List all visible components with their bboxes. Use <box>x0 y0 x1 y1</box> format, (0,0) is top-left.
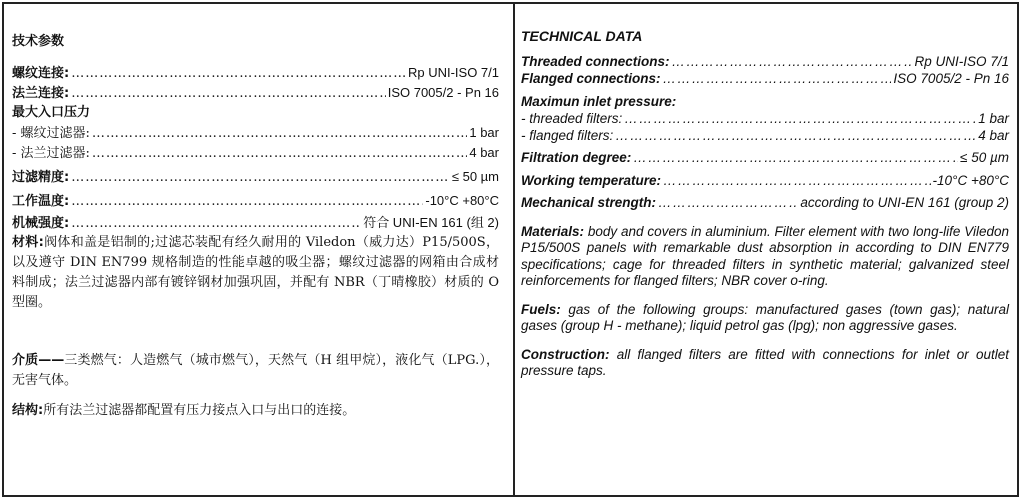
zh-media-label: 介质—— <box>12 353 65 368</box>
chinese-column <box>4 4 513 495</box>
en-temperature-value: -10°C +80°C <box>932 172 1009 188</box>
en-row-threaded-filters <box>521 111 1009 128</box>
en-materials-text: body and covers in aluminium. Filter element with two long-life Viledon P15/500S panels with remarkable dust absorption in according to DIN EN779 specifications; cage for threaded filters in synthetic material; galvanized steel reinforcements for flanged filters; NBR cover o-ring. <box>521 223 1009 288</box>
english-column <box>515 4 1019 495</box>
zh-flanged-label: 法兰连接: <box>12 86 70 101</box>
zh-threaded-filters-value: 1 bar <box>469 125 499 140</box>
zh-temperature-value: -10°C +80°C <box>425 193 499 208</box>
leader-dots <box>663 71 892 88</box>
zh-materials-paragraph <box>12 233 499 313</box>
leader-dots <box>663 173 931 190</box>
leader-dots <box>633 150 958 167</box>
en-construction-label: Construction: <box>521 346 610 362</box>
zh-threaded-value: Rp UNI-ISO 7/1 <box>407 65 499 80</box>
en-title: TECHNICAL DATA <box>521 28 643 44</box>
en-row-flanged <box>521 71 1009 88</box>
leader-dots <box>92 124 467 143</box>
zh-row-filtration <box>12 167 499 187</box>
en-fuels-paragraph <box>521 302 1009 335</box>
en-strength-label: Mechanical strength: <box>521 195 657 210</box>
zh-structure-label: 结构: <box>12 403 44 418</box>
en-temperature-label: Working temperature: <box>521 172 662 188</box>
zh-flanged-filters-value: 4 bar <box>469 145 499 160</box>
en-flanged-filters-label: - flanged filters: <box>521 127 614 143</box>
zh-row-strength <box>12 213 499 233</box>
zh-media-text: 三类燃气：人造燃气（城市燃气），天然气（H 组甲烷），液化气（LPG.），无害气体。 <box>12 353 499 388</box>
leader-dots <box>71 192 423 211</box>
en-row-temperature <box>521 173 1009 190</box>
zh-filtration-label: 过滤精度: <box>12 170 70 185</box>
spacer <box>12 313 499 351</box>
en-max-inlet-heading: Maximun inlet pressure: <box>521 94 677 109</box>
en-row-filtration <box>521 150 1009 167</box>
en-flanged-value: ISO 7005/2 - Pn 16 <box>893 70 1009 86</box>
leader-dots <box>624 111 976 128</box>
zh-structure-paragraph <box>12 401 499 421</box>
zh-materials-label: 材料: <box>12 235 44 250</box>
en-construction-text: all flanged filters are fitted with connections for inlet or outlet pressure taps. <box>521 346 1009 378</box>
en-filtration-label: Filtration degree: <box>521 150 632 165</box>
zh-row-flanged <box>12 83 499 103</box>
en-flanged-filters-value: 4 bar <box>978 127 1009 143</box>
en-materials-paragraph <box>521 224 1009 290</box>
en-threaded-filters-label: - threaded filters: <box>521 111 623 126</box>
zh-structure-text: 所有法兰过滤器都配置有压力接点入口与出口的连接。 <box>43 403 356 418</box>
zh-threaded-label: 螺纹连接: <box>12 66 70 81</box>
data-sheet <box>2 2 1019 497</box>
en-fuels-text: gas of the following groups: manufactured gases (town gas); natural gases (group H - methane); liquid petrol gas (lpg); non aggressive gases. <box>521 301 1009 333</box>
leader-dots <box>672 54 913 71</box>
zh-flanged-filters-label: - 法兰过滤器: <box>12 146 90 161</box>
en-strength-value: according to UNI-EN 161 (group 2) <box>800 195 1009 210</box>
en-fuels-label: Fuels: <box>521 301 561 317</box>
zh-max-inlet-heading: 最大入口压力 <box>12 105 91 120</box>
en-flanged-label: Flanged connections: <box>521 70 661 86</box>
spacer <box>521 212 1009 224</box>
zh-threaded-filters-label: - 螺纹过滤器: <box>12 126 90 141</box>
leader-dots <box>92 144 467 163</box>
en-threaded-value: Rp UNI-ISO 7/1 <box>914 54 1009 69</box>
leader-dots <box>71 84 386 103</box>
zh-strength-value: 符合 UNI-EN 161 (组 2) <box>363 215 499 230</box>
en-filtration-value: ≤ 50 µm <box>960 150 1009 165</box>
leader-dots <box>71 168 450 187</box>
spacer <box>12 391 499 401</box>
spacer <box>521 290 1009 302</box>
zh-row-threaded <box>12 63 499 83</box>
zh-row-temperature <box>12 191 499 211</box>
zh-materials-text: 阀体和盖是铝制的;过滤芯装配有经久耐用的 Viledon（威力达）P15/500S，以及遵守 DIN EN799 规格制造的性能卓越的吸尘器；螺纹过滤器的网箱由合成材料制成；法兰过滤器内部有镀锌钢材加强巩固，并配有 NBR（丁晴橡胶）材质的 O 型圈。 <box>12 235 499 310</box>
zh-row-flanged-filters <box>12 143 499 163</box>
en-row-flanged-filters <box>521 128 1009 145</box>
leader-dots <box>71 214 361 233</box>
zh-title: 技术参数 <box>12 34 65 49</box>
zh-row-threaded-filters <box>12 123 499 143</box>
en-row-strength <box>521 195 1009 212</box>
zh-strength-label: 机械强度: <box>12 216 70 231</box>
en-row-threaded <box>521 54 1009 71</box>
zh-media-paragraph <box>12 351 499 391</box>
spacer <box>521 335 1009 347</box>
zh-temperature-label: 工作温度: <box>12 194 70 209</box>
zh-flanged-value: ISO 7005/2 - Pn 16 <box>387 85 499 100</box>
en-threaded-filters-value: 1 bar <box>978 111 1009 126</box>
leader-dots <box>658 195 798 212</box>
en-threaded-label: Threaded connections: <box>521 54 670 69</box>
en-construction-paragraph <box>521 347 1009 380</box>
zh-filtration-value: ≤ 50 µm <box>451 169 499 184</box>
leader-dots <box>615 128 976 145</box>
en-materials-label: Materials: <box>521 223 585 239</box>
leader-dots <box>71 64 406 83</box>
